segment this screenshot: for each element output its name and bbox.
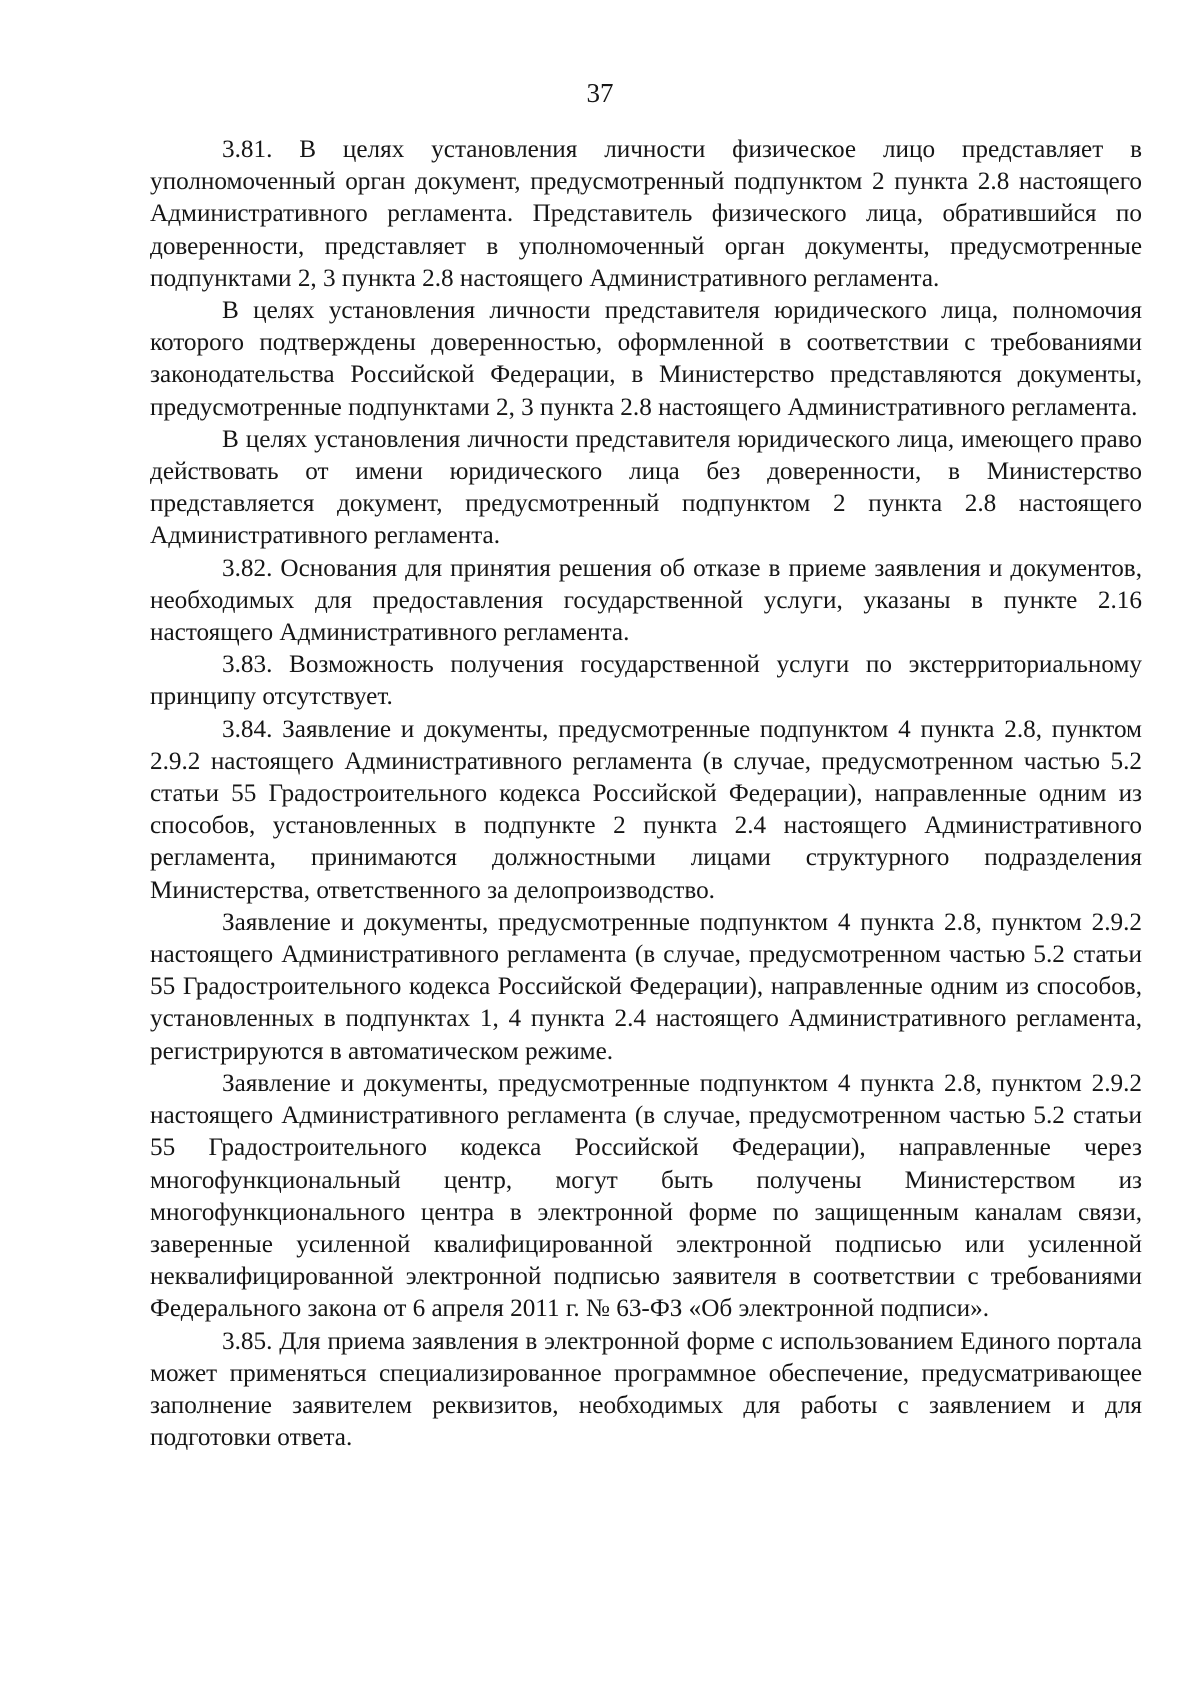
paragraph-representative-power-of-attorney: В целях установления личности представителя юридического лица, полномочия которого подтверждены доверенностью, оформленной в соответствии с требованиями законодательства Российской Федерации, в Министерство представляются документы, предусмотренные подпунктами 2, 3 пункта 2.8 настоящего Административного регламента. <box>150 297 1142 421</box>
page-number: 37 <box>586 78 614 108</box>
paragraph-mfc-submission: Заявление и документы, предусмотренные подпунктом 4 пункта 2.8, пунктом 2.9.2 настоящего Административного регламента (в случае, предусмотренном частью 5.2 статьи 55 Градостроительного кодекса Российской Федерации), направленные через многофункциональный центр, могут быть получены Министерством из многофункционального центра в электронной форме по защищенным каналам связи, заверенные усиленной квалифицированной электронной подписью или усиленной неквалифицированной электронной подписью заявителя в соответствии с требованиями Федерального закона от 6 апреля 2011 г. № 63-ФЗ «Об электронной подписи». <box>150 1069 1142 1323</box>
paragraph-3-82: 3.82. Основания для принятия решения об отказе в приеме заявления и документов, необходимых для предоставления государственной услуги, указаны в пункте 2.16 настоящего Административного регламента. <box>150 554 1142 647</box>
paragraph-3-84: 3.84. Заявление и документы, предусмотренные подпунктом 4 пункта 2.8, пунктом 2.9.2 настоящего Административного регламента (в случае, предусмотренном частью 5.2 статьи 55 Градостроительного кодекса Российской Федерации), направленные одним из способов, установленных в подпункте 2 пункта 2.4 настоящего Административного регламента, принимаются должностными лицами структурного подразделения Министерства, ответственного за делопроизводство. <box>150 715 1142 904</box>
paragraph-3-85: 3.85. Для приема заявления в электронной форме с использованием Единого портала может применяться специализированное программное обеспечение, предусматривающее заполнение заявителем реквизитов, необходимых для работы с заявлением и для подготовки ответа. <box>150 1327 1142 1452</box>
document-body <box>150 134 1142 1454</box>
paragraph-3-81: 3.81. В целях установления личности физическое лицо представляет в уполномоченный орган документ, предусмотренный подпунктом 2 пункта 2.8 настоящего Административного регламента. Представитель физического лица, обратившийся по доверенности, представляет в уполномоченный орган документы, предусмотренные подпунктами 2, 3 пункта 2.8 настоящего Административного регламента. <box>150 136 1142 292</box>
paragraph-representative-without-attorney: В целях установления личности представителя юридического лица, имеющего право действовать от имени юридического лица без доверенности, в Министерство представляется документ, предусмотренный подпунктом 2 пункта 2.8 настоящего Административного регламента. <box>150 425 1142 550</box>
paragraph-automatic-registration: Заявление и документы, предусмотренные подпунктом 4 пункта 2.8, пунктом 2.9.2 настоящего Административного регламента (в случае, предусмотренном частью 5.2 статьи 55 Градостроительного кодекса Российской Федерации), направленные одним из способов, установленных в подпунктах 1, 4 пункта 2.4 настоящего Административного регламента, регистрируются в автоматическом режиме. <box>150 908 1142 1065</box>
paragraph-3-83: 3.83. Возможность получения государственной услуги по экстерриториальному принципу отсутствует. <box>150 651 1142 711</box>
